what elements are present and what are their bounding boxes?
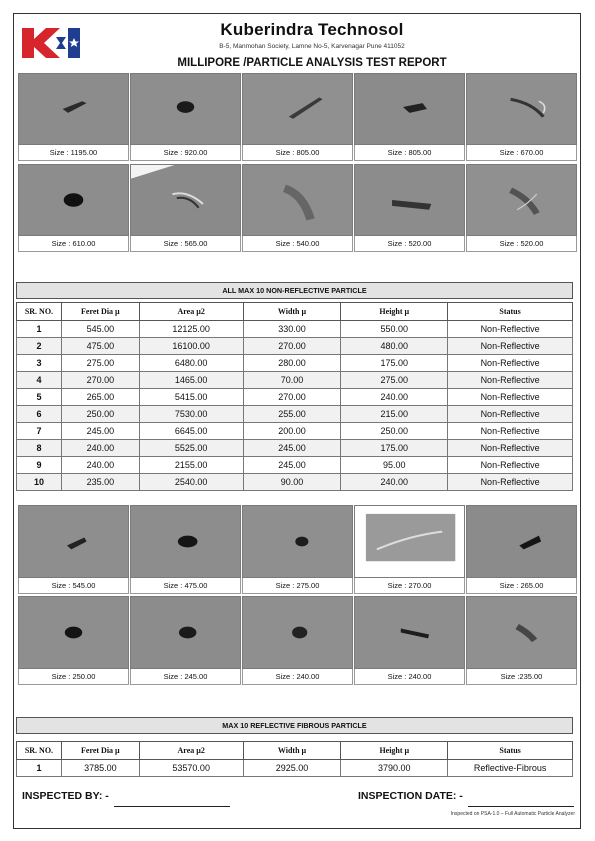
inspection-date-line	[468, 806, 574, 807]
particle-image	[18, 505, 129, 578]
table-row	[17, 423, 573, 440]
area-cell: 6645.00	[139, 423, 243, 440]
column-header-height: Height µ	[341, 742, 448, 760]
area-cell: 12125.00	[139, 321, 243, 338]
sr-cell: 4	[17, 372, 62, 389]
height-cell: 175.00	[341, 355, 448, 372]
width-cell: 270.00	[243, 338, 341, 355]
particle-image	[130, 505, 241, 578]
feret-cell: 235.00	[61, 474, 139, 491]
status-cell: Non-Reflective	[448, 321, 573, 338]
table-row	[17, 355, 573, 372]
feret-cell: 240.00	[61, 440, 139, 457]
status-cell: Reflective-Fibrous	[448, 760, 573, 777]
sr-cell: 3	[17, 355, 62, 372]
area-cell: 1465.00	[139, 372, 243, 389]
particle-size-label: Size : 240.00	[242, 669, 353, 685]
area-cell: 2155.00	[139, 457, 243, 474]
particle-image	[242, 164, 353, 236]
width-cell: 330.00	[243, 321, 341, 338]
sr-cell: 8	[17, 440, 62, 457]
height-cell: 215.00	[341, 406, 448, 423]
area-cell: 53570.00	[139, 760, 243, 777]
particle-tile	[130, 505, 241, 594]
particle-tile	[242, 73, 353, 161]
status-cell: Non-Reflective	[448, 457, 573, 474]
sr-cell: 6	[17, 406, 62, 423]
height-cell: 175.00	[341, 440, 448, 457]
height-cell: 550.00	[341, 321, 448, 338]
column-header-feret: Feret Dia µ	[61, 303, 139, 321]
particle-tile	[354, 73, 465, 161]
particle-tile	[242, 505, 353, 594]
particle-tile	[354, 505, 465, 594]
column-header-width: Width µ	[243, 742, 341, 760]
particle-tile	[242, 164, 353, 252]
height-cell: 275.00	[341, 372, 448, 389]
inspection-date-label: INSPECTION DATE: -	[358, 790, 463, 802]
column-header-height: Height µ	[341, 303, 448, 321]
reflective-banner: MAX 10 REFLECTIVE FIBROUS PARTICLE	[16, 717, 573, 734]
sr-cell: 10	[17, 474, 62, 491]
width-cell: 270.00	[243, 389, 341, 406]
particle-image	[466, 505, 577, 578]
table-row	[17, 760, 573, 777]
particle-image	[18, 73, 129, 145]
column-header-status: Status	[448, 742, 573, 760]
particle-image	[466, 164, 577, 236]
particle-size-label: Size : 520.00	[354, 236, 465, 252]
column-header-feret: Feret Dia µ	[61, 742, 139, 760]
table-header-row	[17, 303, 573, 321]
column-header-area: Area µ2	[139, 742, 243, 760]
status-cell: Non-Reflective	[448, 474, 573, 491]
area-cell: 7530.00	[139, 406, 243, 423]
particle-tile	[354, 596, 465, 685]
feret-cell: 545.00	[61, 321, 139, 338]
feret-cell: 245.00	[61, 423, 139, 440]
area-cell: 5525.00	[139, 440, 243, 457]
particle-tile	[354, 164, 465, 252]
column-header-area: Area µ2	[139, 303, 243, 321]
particle-tile	[130, 164, 241, 252]
area-cell: 2540.00	[139, 474, 243, 491]
status-cell: Non-Reflective	[448, 440, 573, 457]
particle-size-label: Size : 240.00	[354, 669, 465, 685]
table-row	[17, 338, 573, 355]
status-cell: Non-Reflective	[448, 338, 573, 355]
sr-cell: 2	[17, 338, 62, 355]
particle-size-label: Size : 270.00	[354, 578, 465, 594]
feret-cell: 270.00	[61, 372, 139, 389]
particle-size-label: Size :235.00	[466, 669, 577, 685]
company-address: B-5, Manmohan Society, Lamne No-5, Karvenagar Pune 411052	[219, 43, 405, 50]
top-particle-gallery	[18, 73, 577, 252]
company-name: Kuberindra Technosol	[220, 20, 404, 39]
width-cell: 70.00	[243, 372, 341, 389]
feret-cell: 3785.00	[61, 760, 139, 777]
particle-image	[18, 164, 129, 236]
status-cell: Non-Reflective	[448, 423, 573, 440]
height-cell: 240.00	[341, 389, 448, 406]
sr-cell: 5	[17, 389, 62, 406]
particle-size-label: Size : 545.00	[18, 578, 129, 594]
particle-size-label: Size : 250.00	[18, 669, 129, 685]
status-cell: Non-Reflective	[448, 372, 573, 389]
width-cell: 255.00	[243, 406, 341, 423]
report-header	[14, 14, 580, 72]
analyzer-note: Inspected on PSA-1.0 – Full Automatic Particle Analyzer	[450, 811, 575, 817]
height-cell: 95.00	[341, 457, 448, 474]
particle-image	[354, 73, 465, 145]
column-header-status: Status	[448, 303, 573, 321]
particle-image	[130, 73, 241, 145]
table-row	[17, 457, 573, 474]
particle-size-label: Size : 805.00	[354, 145, 465, 161]
particle-size-label: Size : 610.00	[18, 236, 129, 252]
width-cell: 245.00	[243, 457, 341, 474]
status-cell: Non-Reflective	[448, 355, 573, 372]
feret-cell: 275.00	[61, 355, 139, 372]
width-cell: 245.00	[243, 440, 341, 457]
table-header-row	[17, 742, 573, 760]
table-row	[17, 372, 573, 389]
particle-size-label: Size : 670.00	[466, 145, 577, 161]
particle-size-label: Size : 540.00	[242, 236, 353, 252]
particle-tile	[130, 596, 241, 685]
particle-image	[130, 164, 241, 236]
particle-image	[242, 596, 353, 669]
non-reflective-table	[16, 302, 573, 491]
inspected-by-label: INSPECTED BY: -	[22, 790, 109, 802]
column-header-sr: SR. NO.	[17, 303, 62, 321]
particle-size-label: Size : 245.00	[130, 669, 241, 685]
particle-size-label: Size : 520.00	[466, 236, 577, 252]
height-cell: 240.00	[341, 474, 448, 491]
column-header-sr: SR. NO.	[17, 742, 62, 760]
particle-image	[354, 164, 465, 236]
particle-size-label: Size : 265.00	[466, 578, 577, 594]
area-cell: 16100.00	[139, 338, 243, 355]
particle-size-label: Size : 920.00	[130, 145, 241, 161]
table-row	[17, 406, 573, 423]
sr-cell: 1	[17, 760, 62, 777]
particle-size-label: Size : 805.00	[242, 145, 353, 161]
status-cell: Non-Reflective	[448, 406, 573, 423]
particle-tile	[18, 164, 129, 252]
particle-image	[466, 596, 577, 669]
height-cell: 3790.00	[341, 760, 448, 777]
particle-tile	[18, 596, 129, 685]
particle-tile	[466, 505, 577, 594]
feret-cell: 475.00	[61, 338, 139, 355]
particle-image	[242, 505, 353, 578]
feret-cell: 265.00	[61, 389, 139, 406]
particle-image	[466, 73, 577, 145]
particle-image	[130, 596, 241, 669]
width-cell: 280.00	[243, 355, 341, 372]
area-cell: 5415.00	[139, 389, 243, 406]
particle-image	[242, 73, 353, 145]
particle-size-label: Size : 275.00	[242, 578, 353, 594]
width-cell: 2925.00	[243, 760, 341, 777]
particle-size-label: Size : 1195.00	[18, 145, 129, 161]
feret-cell: 240.00	[61, 457, 139, 474]
height-cell: 480.00	[341, 338, 448, 355]
particle-size-label: Size : 475.00	[130, 578, 241, 594]
inspected-by-signature-line	[114, 806, 230, 807]
width-cell: 90.00	[243, 474, 341, 491]
particle-image	[354, 596, 465, 669]
table-row	[17, 321, 573, 338]
width-cell: 200.00	[243, 423, 341, 440]
particle-tile	[466, 596, 577, 685]
particle-image	[18, 596, 129, 669]
particle-size-label: Size : 565.00	[130, 236, 241, 252]
status-cell: Non-Reflective	[448, 389, 573, 406]
report-title: MILLIPORE /PARTICLE ANALYSIS TEST REPORT	[177, 57, 447, 69]
particle-tile	[466, 164, 577, 252]
feret-cell: 250.00	[61, 406, 139, 423]
bottom-particle-gallery	[18, 505, 577, 685]
column-header-width: Width µ	[243, 303, 341, 321]
particle-tile	[18, 73, 129, 161]
particle-tile	[130, 73, 241, 161]
table-row	[17, 474, 573, 491]
table-row	[17, 440, 573, 457]
sr-cell: 1	[17, 321, 62, 338]
particle-tile	[18, 505, 129, 594]
non-reflective-banner: ALL MAX 10 NON-REFLECTIVE PARTICLE	[16, 282, 573, 299]
particle-tile	[466, 73, 577, 161]
particle-image	[354, 505, 465, 578]
particle-tile	[242, 596, 353, 685]
reflective-table	[16, 741, 573, 777]
sr-cell: 7	[17, 423, 62, 440]
height-cell: 250.00	[341, 423, 448, 440]
sr-cell: 9	[17, 457, 62, 474]
table-row	[17, 389, 573, 406]
area-cell: 6480.00	[139, 355, 243, 372]
